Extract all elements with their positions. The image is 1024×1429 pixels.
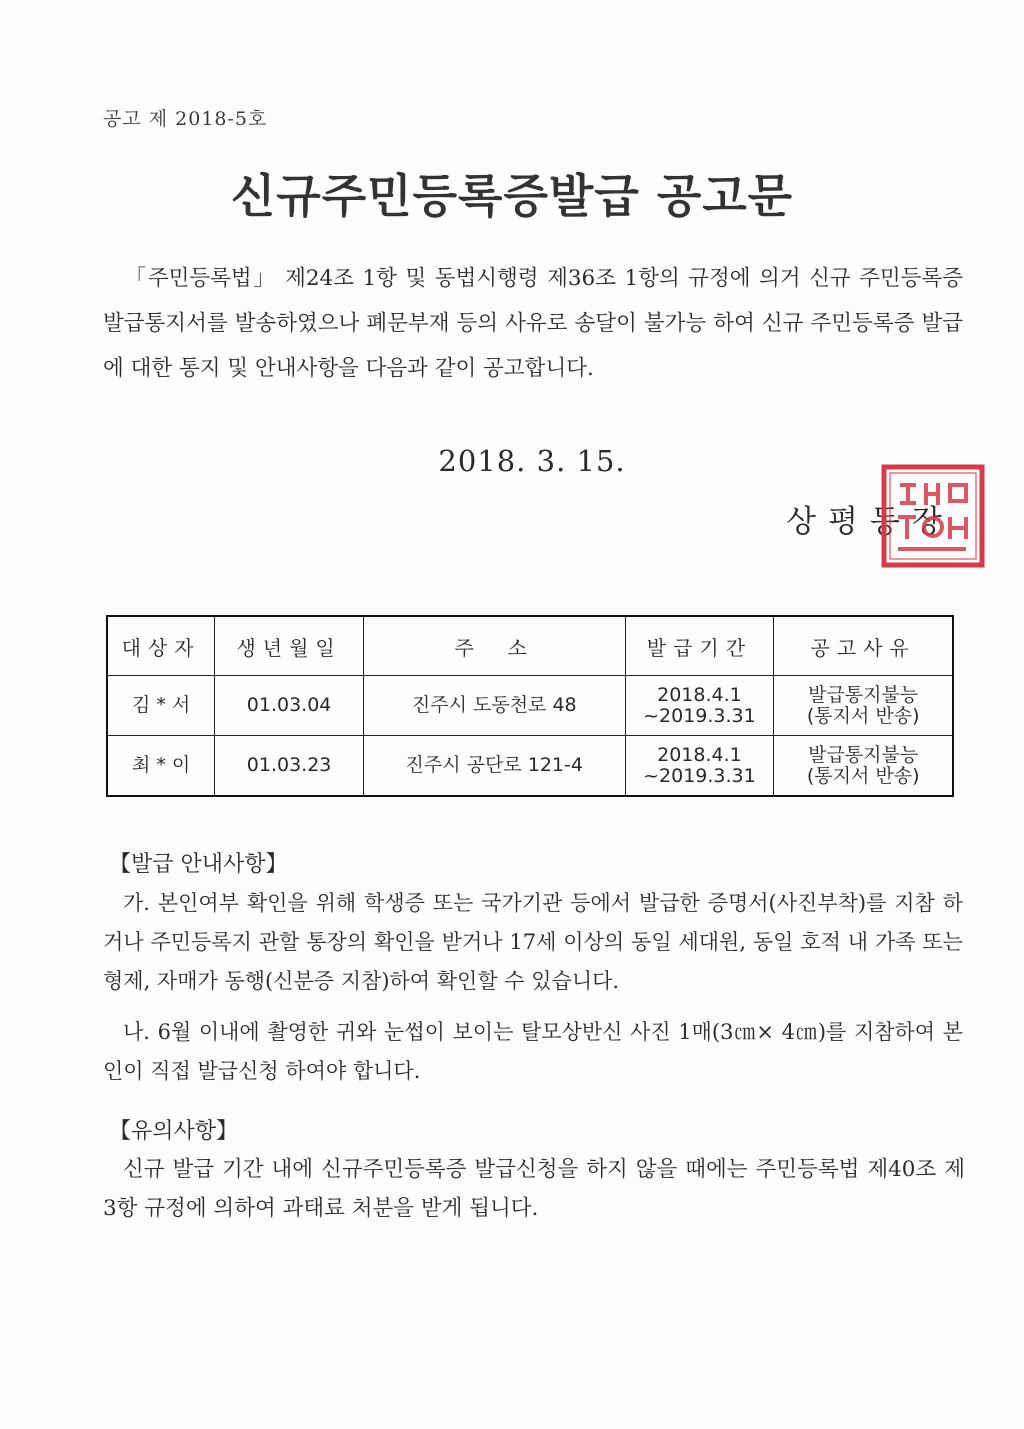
table-row	[107, 676, 953, 736]
intro-text: 「주민등록법」 제24조 1항 및 동법시행령 제36조 1항의 규정에 의거 신규 주민등록증 발급통지서를 발송하였으나 폐문부재 등의 사유로 송달이 불가능 하여 신규 주민등록증 발급에 대한 통지 및 안내사항을 다음과 같이 공고합니다.	[103, 266, 963, 381]
page-title: 신규주민등록증발급 공고문	[230, 169, 794, 223]
notice-number: 공고 제 2018-5호	[103, 108, 268, 130]
reason-line-2: (통지서 반송)	[806, 704, 920, 727]
reason-line-1: 발급통지불능	[808, 683, 919, 706]
address: 진주시 도동천로 48	[363, 676, 625, 736]
official-seal-icon	[878, 461, 988, 571]
address: 진주시 공단로 121-4	[363, 736, 625, 797]
notice-reason	[774, 736, 953, 797]
guide-heading: 【발급 안내사항】	[109, 852, 288, 877]
column-header-recipient: 대상자	[107, 616, 215, 676]
caution-heading: 【유의사항】	[109, 1119, 239, 1144]
intro-paragraph	[103, 256, 963, 391]
caution-text: 신규 발급 기간 내에 신규주민등록증 발급신청을 하지 않을 때에는 주민등록법 제40조 제3항 규정에 의하여 과태료 처분을 받게 됩니다.	[103, 1157, 965, 1221]
notice-reason	[774, 676, 953, 736]
column-header-period: 발급기간	[625, 616, 774, 676]
period-end: ~2019.3.31	[643, 764, 756, 787]
recipient-table	[106, 615, 954, 797]
reason-line-1: 발급통지불능	[808, 743, 919, 766]
table-row	[107, 736, 953, 797]
guide-item-a	[103, 884, 963, 1001]
notice-date: 2018. 3. 15.	[438, 444, 626, 478]
period-start: 2018.4.1	[657, 743, 742, 766]
signer-name: 상평동장	[786, 504, 954, 540]
guide-item-a-text: 가. 본인여부 확인을 위해 학생증 또는 국가기관 등에서 발급한 증명서(사진부착)를 지참 하거나 주민등록지 관할 통장의 확인을 받거나 17세 이상의 동일 세대원, 동일 호적 내 가족 또는 형제, 자매가 동행(신분증 지참)하여 확인할 수 있습니다.	[103, 891, 963, 993]
birth-date: 01.03.23	[215, 736, 364, 797]
column-header-address: 주 소	[363, 616, 625, 676]
table-header-row	[107, 616, 953, 676]
recipient-name: 김 * 서	[107, 676, 215, 736]
reason-line-2: (통지서 반송)	[806, 764, 920, 787]
guide-item-b-text: 나. 6월 이내에 촬영한 귀와 눈썹이 보이는 탈모상반신 사진 1매(3㎝× 4㎝)를 지참하여 본인이 직접 발급신청 하여야 합니다.	[103, 1020, 963, 1083]
birth-date: 01.03.04	[215, 676, 364, 736]
column-header-birthdate: 생년월일	[215, 616, 364, 676]
guide-item-b	[103, 1013, 963, 1091]
caution-paragraph	[103, 1150, 965, 1228]
column-header-reason: 공고사유	[774, 616, 953, 676]
recipient-name: 최 * 이	[107, 736, 215, 797]
period-start: 2018.4.1	[657, 683, 742, 706]
period-end: ~2019.3.31	[643, 704, 756, 727]
issue-period	[625, 676, 774, 736]
issue-period	[625, 736, 774, 797]
